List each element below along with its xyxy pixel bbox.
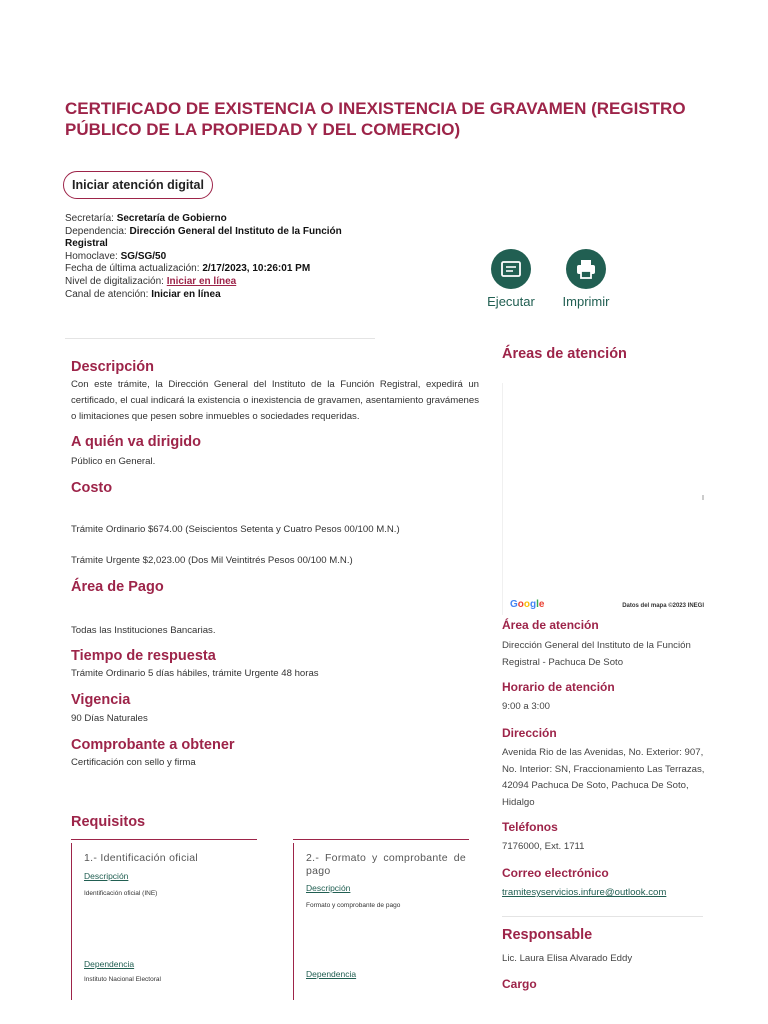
meta-secretaria bbox=[65, 213, 365, 226]
meta-fecha bbox=[65, 263, 365, 276]
divider bbox=[71, 839, 257, 840]
meta-label: Fecha de última actualización: bbox=[65, 263, 200, 275]
validity-heading: Vigencia bbox=[71, 692, 131, 708]
form-icon bbox=[491, 249, 531, 289]
divider bbox=[502, 916, 703, 917]
meta-value: Dirección General del Instituto de la Función Registral bbox=[65, 225, 342, 250]
location-map[interactable] bbox=[502, 383, 704, 615]
meta-label: Homoclave: bbox=[65, 250, 118, 262]
response-time-heading: Tiempo de respuesta bbox=[71, 648, 216, 664]
meta-nivel bbox=[65, 276, 365, 289]
email-heading: Correo electrónico bbox=[502, 866, 609, 880]
requirement-description-link[interactable]: Descripción bbox=[306, 883, 351, 893]
map-attribution[interactable]: Datos del mapa ©2023 INEGI bbox=[622, 603, 704, 609]
attention-areas-heading: Áreas de atención bbox=[502, 346, 627, 362]
document-heading: Comprobante a obtener bbox=[71, 737, 235, 753]
requirement-description-link[interactable]: Descripción bbox=[84, 871, 129, 881]
cost-urgent: Trámite Urgente $2,023.00 (Dos Mil Veintitrés Pesos 00/100 M.N.) bbox=[71, 555, 353, 566]
address-heading: Dirección bbox=[502, 726, 557, 740]
requirement-title: 2.- Formato y comprobante de pago bbox=[306, 852, 466, 877]
meta-homoclave bbox=[65, 251, 365, 264]
meta-value: SG/SG/50 bbox=[120, 250, 167, 262]
attention-area-heading: Área de atención bbox=[502, 618, 599, 632]
document-text: Certificación con sello y firma bbox=[71, 757, 196, 768]
cost-ordinary: Trámite Ordinario $674.00 (Seiscientos Setenta y Cuatro Pesos 00/100 M.N.) bbox=[71, 524, 400, 535]
print-button[interactable] bbox=[546, 249, 626, 309]
description-text: Con este trámite, la Dirección General del Instituto de la Función Registral, expedirá un certificado, el cual indicará la existencia o inexistencia de gravamen, asentamiento gravámenes o limitaciones que pesen sobre inmuebles o sociedades requeridas. bbox=[71, 379, 479, 422]
meta-value: Iniciar en línea bbox=[151, 288, 221, 300]
procedure-metadata bbox=[65, 213, 365, 301]
response-time-text: Trámite Ordinario 5 días hábiles, trámite Urgente 48 horas bbox=[71, 668, 319, 679]
requirement-dependency: Instituto Nacional Electoral bbox=[84, 976, 161, 983]
validity-text: 90 Días Naturales bbox=[71, 713, 148, 724]
requirement-description: Formato y comprobante de pago bbox=[306, 902, 401, 909]
requirements-heading: Requisitos bbox=[71, 814, 146, 830]
requirement-card bbox=[293, 843, 470, 1000]
description-heading: Descripción bbox=[71, 359, 154, 375]
print-label: Imprimir bbox=[562, 294, 610, 309]
meta-label: Secretaría: bbox=[65, 213, 114, 224]
digitalization-level-link[interactable]: Iniciar en línea bbox=[166, 275, 237, 287]
meta-value: Secretaría de Gobierno bbox=[116, 213, 227, 224]
meta-label: Canal de atención: bbox=[65, 288, 149, 300]
position-heading: Cargo bbox=[502, 977, 537, 991]
meta-dependencia bbox=[65, 226, 365, 251]
hours-heading: Horario de atención bbox=[502, 680, 615, 694]
audience-text: Público en General. bbox=[71, 456, 156, 467]
responsible-text: Lic. Laura Elisa Alvarado Eddy bbox=[502, 953, 633, 964]
payment-area-text: Todas las Instituciones Bancarias. bbox=[71, 625, 216, 636]
execute-label: Ejecutar bbox=[487, 294, 535, 309]
meta-canal bbox=[65, 289, 365, 302]
meta-label: Dependencia: bbox=[65, 225, 127, 237]
page-title: CERTIFICADO DE EXISTENCIA O INEXISTENCIA DE GRAVAMEN (REGISTRO PÚBLICO DE LA PROPIEDAD Y DEL COMERCIO) bbox=[65, 99, 686, 139]
meta-value: 2/17/2023, 10:26:01 PM bbox=[202, 263, 311, 275]
email-link[interactable]: tramitesyservicios.infure@outlook.com bbox=[502, 887, 667, 898]
phones-heading: Teléfonos bbox=[502, 820, 558, 834]
audience-heading: A quién va dirigido bbox=[71, 434, 201, 450]
google-logo: Google bbox=[510, 599, 545, 610]
cost-heading: Costo bbox=[71, 480, 113, 496]
start-digital-attention-button[interactable]: Iniciar atención digital bbox=[63, 171, 213, 199]
responsible-heading: Responsable bbox=[502, 927, 593, 943]
requirement-card bbox=[71, 843, 258, 1000]
requirement-dependency-link[interactable]: Dependencia bbox=[306, 969, 357, 979]
attention-area-text: Dirección General del Instituto de la Función Registral - Pachuca De Soto bbox=[502, 640, 691, 668]
phones-text: 7176000, Ext. 1711 bbox=[502, 841, 585, 852]
meta-label: Nivel de digitalización: bbox=[65, 275, 164, 287]
map-control bbox=[702, 495, 704, 500]
execute-button[interactable] bbox=[471, 249, 551, 309]
divider bbox=[293, 839, 469, 840]
requirement-description: Identificación oficial (INE) bbox=[84, 890, 158, 897]
requirement-dependency-link[interactable]: Dependencia bbox=[84, 959, 135, 969]
divider bbox=[65, 338, 375, 339]
printer-icon bbox=[566, 249, 606, 289]
requirement-title: 1.- Identificación oficial bbox=[84, 852, 199, 864]
address-text: Avenida Rio de las Avenidas, No. Exterior: 907, No. Interior: SN, Fraccionamiento Las Terrazas, 42094 Pachuca De Soto, Pachuca De Soto, Hidalgo bbox=[502, 747, 705, 808]
hours-text: 9:00 a 3:00 bbox=[502, 701, 551, 712]
payment-area-heading: Área de Pago bbox=[71, 579, 164, 595]
